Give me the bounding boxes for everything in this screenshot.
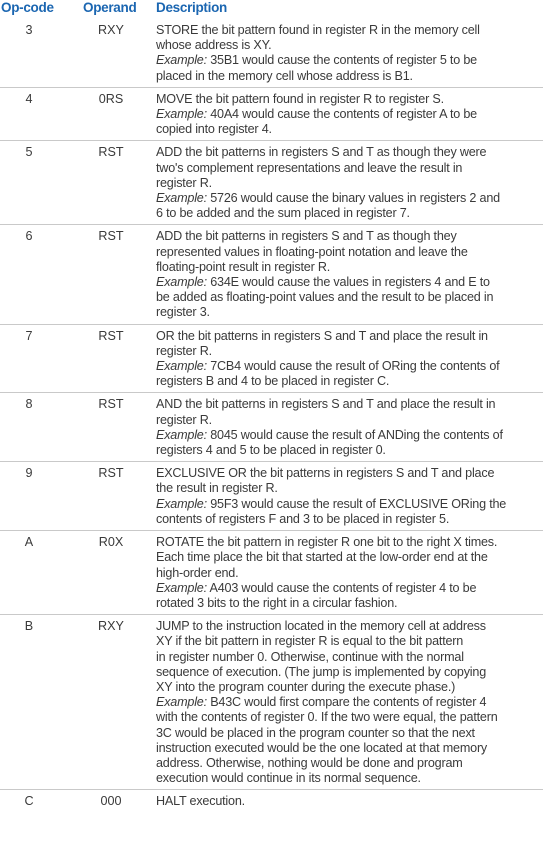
description-line: ADD the bit patterns in registers S and T as though they were (156, 145, 487, 160)
row-divider (0, 530, 543, 531)
example-text: copied into register 4. (156, 122, 272, 137)
operand-cell: 000 (100, 794, 122, 809)
description-line: HALT execution. (156, 794, 245, 809)
description-line: AND the bit patterns in registers S and T and place the result in (156, 397, 496, 412)
example-text: with the contents of register 0. If the two were equal, the pattern (156, 710, 498, 725)
example-label: Example: (156, 580, 207, 595)
description-line: ADD the bit patterns in registers S and T as though they (156, 229, 457, 244)
description-cell (156, 329, 524, 390)
example-line (156, 710, 524, 725)
example-line (156, 695, 524, 710)
opcode-cell: 5 (25, 145, 33, 160)
example-line (156, 596, 524, 611)
description-cell (156, 535, 524, 611)
description-line: sequence of execution. (The jump is implemented by copying (156, 664, 487, 679)
description-line: two's complement representations and leave the result in (156, 160, 463, 175)
table-row (0, 397, 543, 458)
row-divider (0, 224, 543, 225)
example-line (156, 359, 524, 374)
row-divider (0, 461, 543, 462)
example-text: registers 4 and 5 to be placed in register 0. (156, 443, 386, 458)
operand-cell: RST (98, 328, 124, 343)
description-line: EXCLUSIVE OR the bit patterns in registers S and T and place (156, 466, 495, 481)
example-line (156, 69, 524, 84)
description-cell (156, 23, 524, 84)
example-line (156, 374, 524, 389)
description-line: in register number 0. Otherwise, continue with the normal (156, 649, 464, 664)
example-label: Example: (156, 695, 207, 710)
table-header (0, 0, 543, 18)
description-line: the result in register R. (156, 481, 278, 496)
example-line (156, 443, 524, 458)
example-text: registers B and 4 to be placed in register C. (156, 374, 390, 389)
table-row (0, 329, 543, 390)
description-line: high-order end. (156, 565, 239, 580)
row-divider (0, 87, 543, 88)
opcode-cell: 4 (25, 91, 33, 106)
table-row (0, 466, 543, 527)
example-line (156, 53, 524, 68)
opcode-cell: A (24, 535, 34, 550)
row-divider (0, 392, 543, 393)
row-divider (0, 614, 543, 615)
description-cell (156, 229, 524, 320)
description-line: represented values in floating-point notation and leave the (156, 244, 468, 259)
description-line: register R. (156, 343, 212, 358)
example-line (156, 512, 524, 527)
example-text: 5726 would cause the binary values in registers 2 and (206, 191, 500, 206)
description-line: Each time place the bit that started at the low-order end at the (156, 550, 488, 565)
example-text: instruction executed would be the one located at that memory (156, 740, 488, 755)
operand-column-header: Operand (83, 0, 137, 15)
description-line: register R. (156, 412, 212, 427)
operand-cell: RST (98, 397, 124, 412)
operand-cell: RXY (98, 619, 124, 634)
example-text: register 3. (156, 305, 210, 320)
example-text: 95F3 would cause the result of EXCLUSIVE ORing the (206, 496, 507, 511)
description-line: XY into the program counter during the execute phase.) (156, 679, 456, 694)
operand-cell: RST (98, 229, 124, 244)
example-line (156, 191, 524, 206)
table-row (0, 23, 543, 84)
example-text: B43C would first compare the contents of register 4 (206, 695, 487, 710)
example-text: 3C would be placed in the program counter so that the next (156, 725, 475, 740)
example-line (156, 741, 524, 756)
example-label: Example: (156, 107, 207, 122)
example-line (156, 290, 524, 305)
table-body (0, 23, 543, 810)
example-label: Example: (156, 496, 207, 511)
table-row (0, 92, 543, 138)
example-text: 35B1 would cause the contents of register 5 to be (206, 53, 477, 68)
example-text: be added as floating-point values and the result to be placed in (156, 290, 494, 305)
example-label: Example: (156, 359, 207, 374)
example-line (156, 497, 524, 512)
opcode-cell: 8 (25, 397, 33, 412)
example-text: 634E would cause the values in registers 4 and E to (206, 275, 490, 290)
opcode-cell: 7 (25, 328, 33, 343)
example-line (156, 428, 524, 443)
description-cell (156, 145, 524, 221)
example-text: 8045 would cause the result of ANDing the contents of (206, 427, 503, 442)
description-line: JUMP to the instruction located in the memory cell at address (156, 619, 486, 634)
opcode-cell: C (24, 794, 34, 809)
description-line: register R. (156, 175, 212, 190)
example-text: 7CB4 would cause the result of ORing the contents of (206, 359, 500, 374)
example-text: execution would continue in its normal sequence. (156, 771, 421, 786)
example-line (156, 107, 524, 122)
example-line (156, 275, 524, 290)
example-text: 6 to be added and the sum placed in register 7. (156, 206, 410, 221)
example-line (156, 206, 524, 221)
description-line: XY if the bit pattern in register R is equal to the bit pattern (156, 634, 464, 649)
description-line: ROTATE the bit pattern in register R one bit to the right X times. (156, 535, 498, 550)
example-line (156, 122, 524, 137)
description-line: floating-point result in register R. (156, 259, 331, 274)
operand-cell: RST (98, 466, 124, 481)
description-column-header: Description (156, 0, 227, 15)
example-label: Example: (156, 275, 207, 290)
opcode-cell: 3 (25, 23, 33, 37)
operand-cell: RST (98, 145, 124, 160)
row-divider (0, 324, 543, 325)
operand-cell: R0X (98, 535, 124, 550)
opcode-cell: 6 (25, 229, 33, 244)
example-text: 40A4 would cause the contents of register A to be (206, 107, 477, 122)
operand-cell: 0RS (98, 91, 124, 106)
example-text: address. Otherwise, nothing would be done and program (156, 755, 463, 770)
row-divider (0, 789, 543, 790)
description-line: OR the bit patterns in registers S and T and place the result in (156, 328, 488, 343)
example-label: Example: (156, 191, 207, 206)
row-divider (0, 140, 543, 141)
table-row (0, 535, 543, 611)
example-text: placed in the memory cell whose address is B1. (156, 68, 413, 83)
example-text: contents of registers F and 3 to be placed in register 5. (156, 511, 450, 526)
description-line: whose address is XY. (156, 38, 272, 53)
table-row (0, 145, 543, 221)
example-line (156, 771, 524, 786)
example-line (156, 581, 524, 596)
example-text: rotated 3 bits to the right in a circular fashion. (156, 595, 398, 610)
table-row (0, 794, 543, 809)
example-label: Example: (156, 53, 207, 68)
table-row (0, 229, 543, 320)
description-cell (156, 92, 524, 138)
table-row (0, 619, 543, 786)
example-text: A403 would cause the contents of register 4 to be (206, 580, 477, 595)
description-cell (156, 466, 524, 527)
opcode-cell: B (24, 619, 34, 634)
description-cell (156, 619, 524, 786)
example-label: Example: (156, 427, 207, 442)
description-cell (156, 794, 524, 809)
opcode-column-header: Op-code (1, 0, 54, 15)
description-line: MOVE the bit pattern found in register R to register S. (156, 91, 444, 106)
description-cell (156, 397, 524, 458)
description-line: STORE the bit pattern found in register R in the memory cell (156, 23, 480, 37)
example-line (156, 305, 524, 320)
operand-cell: RXY (98, 23, 124, 37)
opcode-cell: 9 (25, 466, 33, 481)
example-line (156, 726, 524, 741)
example-line (156, 756, 524, 771)
